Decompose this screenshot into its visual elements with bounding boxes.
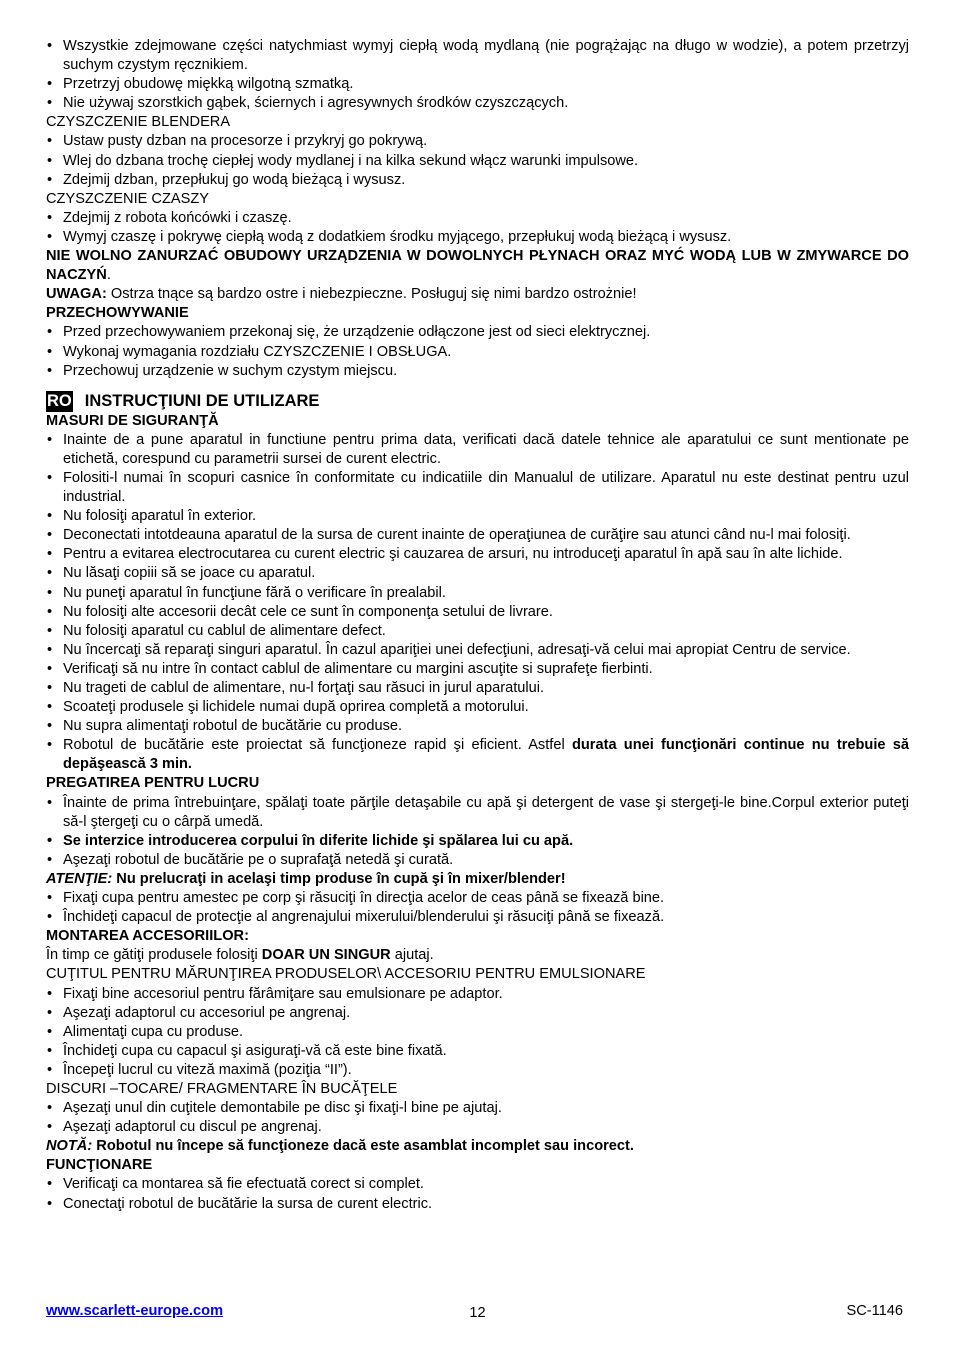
list-item: • Fixaţi cupa pentru amestec pe corp şi răsuciţi în direcţia acelor de ceas până se fixează bine. [46,889,909,908]
list-item: • Scoateţi produsele şi lichidele numai după oprirea completă a motorului. [46,698,909,717]
list-item: • Ustaw pusty dzban na procesorze i przykryj go pokrywą. [46,132,909,151]
list-item: • Przechowuj urządzenie w suchym czystym miejscu. [46,362,909,381]
list-item: • Aşezaţi unul din cuţitele demontabile pe disc şi fixaţi-l bine pe ajutaj. [46,1099,909,1118]
page-number: 12 [469,1305,486,1321]
section-title-safety: MASURI DE SIGURANŢĂ [46,412,219,429]
section-title-blender-cleaning: CZYSZCZENIE BLENDERA [46,114,231,131]
section-title-knife: CUŢITUL PENTRU MĂRUNŢIREA PRODUSELOR\ ACCESORIU PENTRU EMULSIONARE [46,966,646,983]
list-item: • Începeţi lucrul cu viteză maximă (poziţia “II”). [46,1061,909,1080]
list-item: • Wlej do dzbana trochę ciepłej wody mydlanej i na kilka sekund włącz warunki impulsowe. [46,152,909,171]
list-item: • Folositi-l numai în scopuri casnice în conformitate cu indicatiile din Manualul de utilizare. Aparatul nu este destinat pentru uzul industrial. [46,469,909,507]
list-item: • Nu folosiţi aparatul în exterior. [46,507,909,526]
list-item: • Przetrzyj obudowę miękką wilgotną szmatką. [46,75,909,94]
list-item: • Wymyj czaszę i pokrywę ciepłą wodą z dodatkiem środku myjącego, przepłukuj wodą bieżącą i wysusz. [46,228,909,247]
list-item: • Zdejmij z robota końcówki i czaszę. [46,209,909,228]
section-title-storage: PRZECHOWYWANIE [46,305,189,322]
list-item: • Nu lăsaţi copiii să se joace cu aparatul. [46,564,909,583]
uwaga-text: Ostrza tnące są bardzo ostre i niebezpieczne. Posługuj się nimi bardzo ostrożnie! [106,286,637,303]
list-item: • Conectaţi robotul de bucătărie la sursa de curent electric. [46,1195,909,1214]
uwaga-label: UWAGA: [46,286,107,303]
mount-text-bold: DOAR UN SINGUR [261,947,391,964]
warning-paragraph [46,247,909,285]
list-item: • Alimentaţi cupa cu produse. [46,1023,909,1042]
page-footer [46,1303,909,1323]
list-item: • Nu folosiţi aparatul cu cablul de alimentare defect. [46,622,909,641]
section-title-preparation: PREGATIREA PENTRU LUCRU [46,775,260,792]
mounting-paragraph [46,946,909,965]
list-item: • Nu folosiţi alte accesorii decât cele ce sunt în componenţa setului de livrare. [46,603,909,622]
section-title-bowl-cleaning: CZYSZCZENIE CZASZY [46,190,209,207]
list-item: • Se interzice introducerea corpului în diferite lichide şi spălarea lui cu apă. [46,832,909,851]
nota-paragraph [46,1137,909,1156]
list-item: • Nu supra alimentaţi robotul de bucătărie cu produse. [46,717,909,736]
safety-last-bold: durata unei funcţionări continue nu trebuie să depăşească 3 min. [63,737,909,773]
list-item: • Închideţi capacul de protecţie al angrenajului mixerului/blenderului şi răsuciţi până se fixează. [46,908,909,927]
list-item: • Nie używaj szorstkich gąbek, ściernych i agresywnych środków czyszczących. [46,94,909,113]
section-title-operation: FUNCŢIONARE [46,1157,153,1174]
model-number: SC-1146 [846,1303,903,1319]
warning-end: . [106,267,111,284]
ro-heading [46,391,909,412]
language-badge: RO [47,391,72,410]
list-item: • Inainte de a pune aparatul in functiune pentru prima data, verificati dacă datele tehnice ale aparatului ce sunt mentionate pe etichetă, corespund cu parametrii sursei de curent electric. [46,431,909,469]
nota-text: Robotul nu începe să funcţioneze dacă este asamblat incomplet sau incorect. [92,1138,634,1155]
list-item: • Verificaţi să nu intre în contact cablul de alimentare cu margini ascuţite si suprafeţe fierbinti. [46,660,909,679]
section-title-mounting: MONTAREA ACCESORIILOR: [46,928,249,945]
safety-last-text: Robotul de bucătărie este proiectat să funcţioneze rapid şi eficient. Astfel [63,737,572,754]
atentie-label: ATENŢIE: [46,870,113,887]
list-item: • Fixaţi bine accesoriul pentru fărâmiţare sau emulsionare pe adaptor. [46,985,909,1004]
list-item: • Aşezaţi adaptorul cu discul pe angrenaj. [46,1118,909,1137]
list-item: • Aşezaţi robotul de bucătărie pe o suprafaţă netedă şi curată. [46,851,909,870]
list-item: • Pentru a evitarea electrocutarea cu curent electric şi cauzarea de arsuri, nu introduceţi aparatul în apă sau în alte lichide. [46,545,909,564]
uwaga-paragraph [46,285,909,304]
list-item: • Nu puneţi aparatul în funcţiune fără o verificare în prealabil. [46,584,909,603]
nota-label: NOTĂ: [46,1138,93,1155]
list-item: • Nu trageti de cablul de alimentare, nu-l forţaţi sau răsuci in jurul aparatului. [46,679,909,698]
mount-text-a: În timp ce gătiţi produsele folosiţi [46,947,262,964]
section-title-discs: DISCURI –TOCARE/ FRAGMENTARE ÎN BUCĂŢELE [46,1080,398,1097]
list-item: • Verificaţi ca montarea să fie efectuată corect si complet. [46,1175,909,1194]
list-item: • Nu încercaţi să reparaţi singuri aparatul. În cazul apariţiei unei defecţiuni, adresaţi-vă celui mai apropiat Centru de service. [46,641,909,660]
list-item: • Przed przechowywaniem przekonaj się, że urządzenie odłączone jest od sieci elektrycznej. [46,323,909,342]
atentie-paragraph [46,870,909,889]
list-item: • Wszystkie zdejmowane części natychmiast wymyj ciepłą wodą mydlaną (nie pogrążając na długo w wodzie), a potem przetrzyj suchym czystym ręcznikiem. [46,37,909,75]
list-item: • Deconectati intotdeauna aparatul de la sursa de curent inainte de operaţiunea de curăţire sau atunci când nu-l mai folosiţi. [46,526,909,545]
website-link[interactable]: www.scarlett-europe.com [46,1303,224,1319]
warning-text: NIE WOLNO ZANURZAĆ OBUDOWY URZĄDZENIA W DOWOLNYCH PŁYNACH ORAZ MYĆ WODĄ LUB W ZMYWARCE DO NACZYŃ [46,248,909,284]
list-item: • Înainte de prima întrebuinţare, spălaţi toate părţile detaşabile cu apă şi detergent de vase şi stergeţi-le bine.Corpul exterior puteţi să-l ştergeţi cu o cârpă umedă. [46,794,909,832]
mount-text-b: ajutaj. [390,947,434,964]
list-item: • Aşezaţi adaptorul cu accesoriul pe angrenaj. [46,1004,909,1023]
list-item: • Wykonaj wymagania rozdziału CZYSZCZENIE I OBSŁUGA. [46,343,909,362]
ro-title: INSTRUCŢIUNI DE UTILIZARE [84,391,320,410]
atentie-text: Nu prelucraţi in acelaşi timp produse în cupă şi în mixer/blender! [112,870,566,887]
list-item [46,736,909,774]
list-item: • Zdejmij dzban, przepłukuj go wodą bieżącą i wysusz. [46,171,909,190]
list-item: • Închideţi cupa cu capacul şi asiguraţi-vă că este bine fixată. [46,1042,909,1061]
page-content [46,37,909,1214]
